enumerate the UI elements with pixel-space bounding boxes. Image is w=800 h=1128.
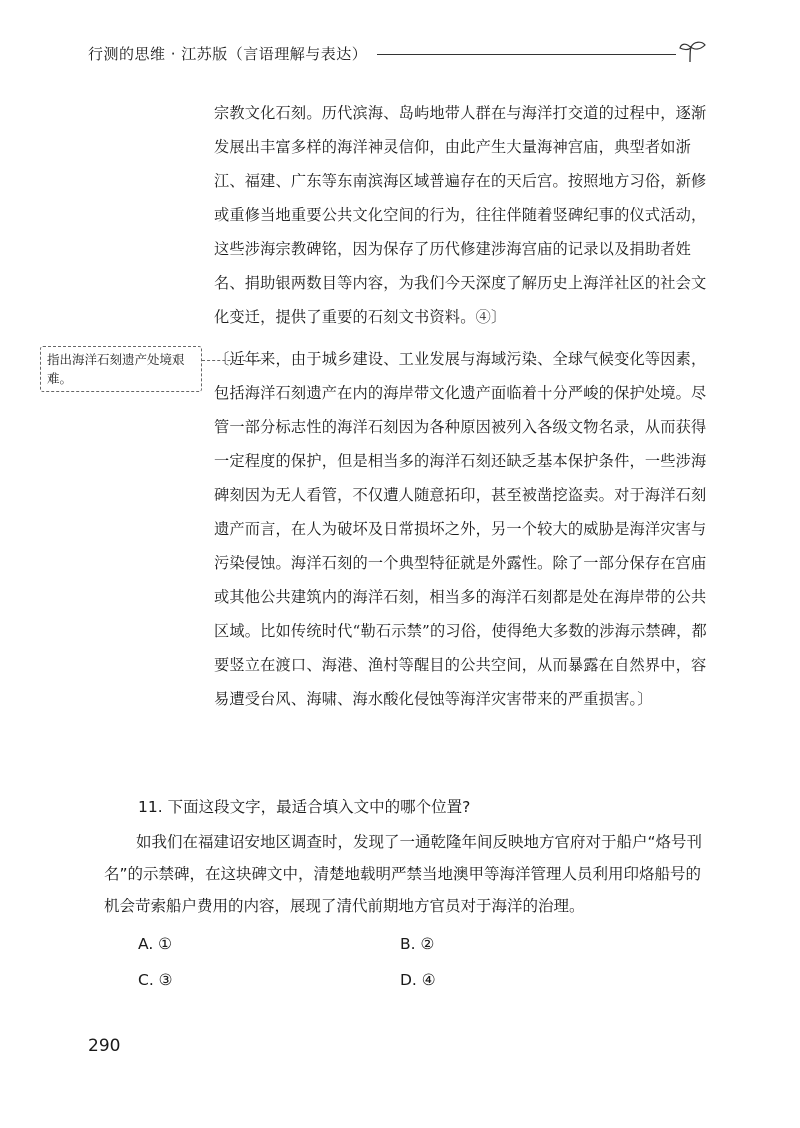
header-title: 行测的思维 · 江苏版（言语理解与表达） bbox=[88, 44, 368, 63]
question-stem: 11. 下面这段文字，最适合填入文中的哪个位置? bbox=[138, 798, 471, 816]
sprout-icon bbox=[678, 40, 708, 66]
option-a[interactable]: A. ① bbox=[138, 935, 173, 953]
option-b[interactable]: B. ② bbox=[400, 935, 435, 953]
passage-paragraph: 〔近年来，由于城乡建设、工业发展与海域污染、全球气候变化等因素，包括海洋石刻遗产在内的海岸带文化遗产面临着十分严峻的保护处境。尽管一部分标志性的海洋石刻因为各种原因被列入各级文物名录，从而获得一定程度的保护，但是相当多的海洋石刻还缺乏基本保护条件，一些涉海碑刻因为无人看管，不仅遭人随意拓印，甚至被凿挖盗卖。对于海洋石刻遗产而言，在人为破坏及日常损坏之外，另一个较大的威胁是海洋灾害与污染侵蚀。海洋石刻的一个典型特征就是外露性。除了一部分保存在宫庙或其他公共建筑内的海洋石刻，相当多的海洋石刻都是处在海岸带的公共区域。比如传统时代“勒石示禁”的习俗，使得绝大多数的涉海示禁碑，都要竖立在渡口、海港、渔村等醒目的公共空间，从而暴露在自然界中，容易遭受台风、海啸、海水酸化侵蚀等海洋灾害带来的严重损害。〕 bbox=[214, 350, 707, 708]
option-d[interactable]: D. ④ bbox=[400, 971, 436, 989]
margin-note: 指出海洋石刻遗产处境艰难。 bbox=[40, 346, 202, 392]
running-header bbox=[88, 38, 708, 68]
header-rule bbox=[377, 54, 676, 55]
question-passage: 如我们在福建诏安地区调查时，发现了一通乾隆年间反映地方官府对于船户“烙号刊名”的示禁碑，在这块碑文中，清楚地载明严禁当地澳甲等海洋管理人员利用印烙船号的机会苛索船户费用的内容，展现了清代前期地方官员对于海洋的治理。 bbox=[104, 833, 703, 915]
passage-paragraph: 宗教文化石刻。历代滨海、岛屿地带人群在与海洋打交道的过程中，逐渐发展出丰富多样的海洋神灵信仰，由此产生大量海神宫庙，典型者如浙江、福建、广东等东南滨海区域普遍存在的天后宫。按照地方习俗，新修或重修当地重要公共文化空间的行为，往往伴随着竖碑纪事的仪式活动，这些涉海宗教碑铭，因为保存了历代修建涉海宫庙的记录以及捐助者姓名、捐助银两数目等内容，为我们今天深度了解历史上海洋社区的社会文化变迁，提供了重要的石刻文书资料。④〕 bbox=[214, 104, 707, 326]
page-number: 290 bbox=[88, 1036, 121, 1056]
option-c[interactable]: C. ③ bbox=[138, 971, 173, 989]
